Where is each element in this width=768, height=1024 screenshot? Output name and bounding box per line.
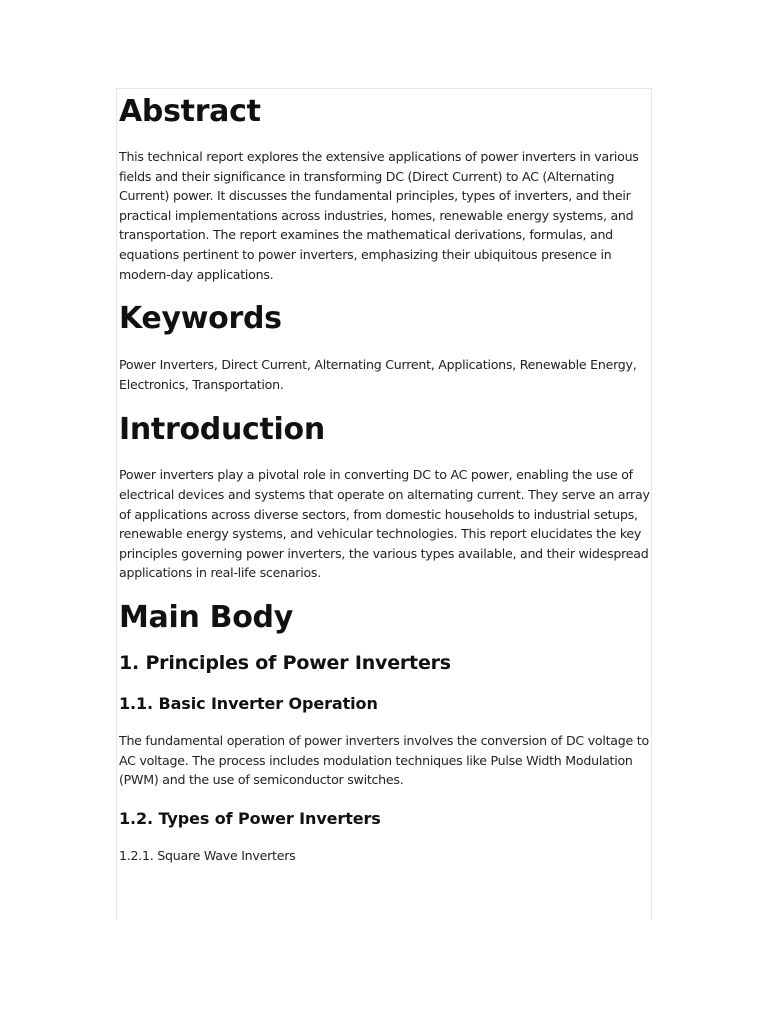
- abstract-heading: Abstract: [119, 94, 261, 129]
- introduction-heading: Introduction: [119, 412, 325, 448]
- introduction-text: Power inverters play a pivotal role in converting DC to AC power, enabling the use of electrical devices and systems that operate on alternating current. They serve an array of applications across diverse sectors, from domestic households to industrial setups, renewable energy systems, and vehicular technologies. This report elucidates the key principles governing power inverters, the various types available, and their widespread applications in real-life scenarios.: [119, 467, 650, 581]
- basic-operation-heading: 1.1. Basic Inverter Operation: [119, 693, 378, 713]
- principles-heading: 1. Principles of Power Inverters: [119, 651, 451, 674]
- square-wave-item: 1.2.1. Square Wave Inverters: [119, 847, 296, 863]
- basic-operation-text: The fundamental operation of power inverters involves the conversion of DC voltage to AC voltage. The process includes modulation techniques like Pulse Width Modulation (PWM) and the use of semiconductor switches.: [119, 732, 649, 788]
- keywords-heading: Keywords: [119, 301, 282, 337]
- main-body-heading: Main Body: [119, 599, 293, 635]
- abstract-text: This technical report explores the extensive applications of power inverters in various fields and their significance in transforming DC (Direct Current) to AC (Alternating Current) power. It discusses the fundamental principles, types of inverters, and their practical implementations across industries, homes, renewable energy systems, and transportation. The report examines the mathematical derivations, formulas, and equations pertinent to power inverters, emphasizing their ubiquitous presence in modern-day applications.: [119, 149, 639, 282]
- types-heading: 1.2. Types of Power Inverters: [119, 808, 381, 828]
- keywords-text: Power Inverters, Direct Current, Alternating Current, Applications, Renewable Energy, Electronics, Transportation.: [119, 357, 637, 392]
- document-content: [117, 94, 651, 865]
- document-page: [116, 88, 652, 920]
